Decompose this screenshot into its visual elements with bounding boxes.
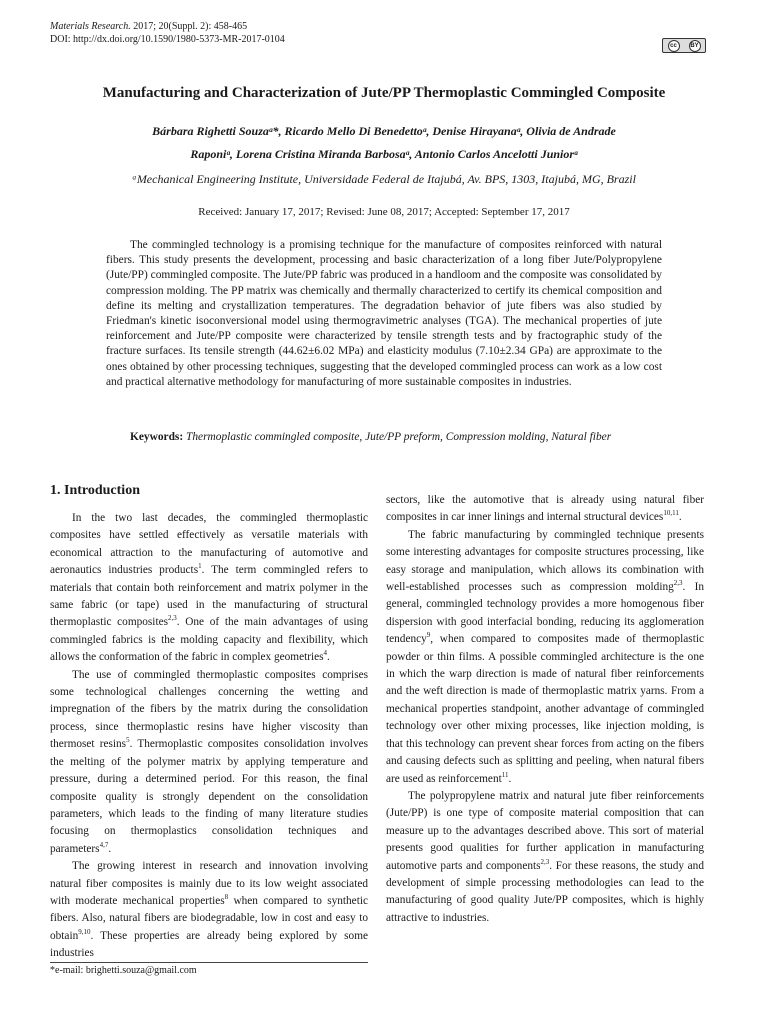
keywords-list: Thermoplastic commingled composite, Jute/PP preform, Compression molding, Natural fiber [186,431,612,443]
citation-ref: 1 [198,562,202,571]
paragraph [50,858,368,962]
paragraph-text: . For these reasons, the study and development of simple processing methodologies can lead to the manufacturing of good quality Jute/PP composites, which is highly attractive to industries. [386,859,704,924]
paragraph [50,667,368,858]
paragraph-text: . [508,772,512,785]
keywords [106,430,662,445]
paragraph-text: . In general, commingled technology provides a more homogenous fiber dispersion with good interfacial bonding, reducing its agglomeration tendency [386,581,705,646]
citation-ref: 2,3 [673,579,683,588]
affiliation: ᵃMechanical Engineering Institute, Universidade Federal de Itajubá, Av. BPS, 1303, Itajubá, MG, Brazil [132,172,636,186]
paragraph-text: , when compared to composites made of thermoplastic powder or thin films. A possible commingled architecture is the one in which the warp direction is made of natural fiber reinforcements and the weft direction is made of thermoplastic matrix yarns. From a mechanical properties standpoint, another advantage of commingled technology over other mixing processes, like injection molding, is that this technology can prevent shear forces from acting on the fibers and causing defects such as splitting and peeling, when natural fibers are used as reinforcement [386,633,704,785]
paragraph-text: The growing interest in research and innovation involving natural fiber composites is mainly due to its low weight associated with moderate mechanical properties [50,860,368,907]
paragraph-text: The polypropylene matrix and natural jute fiber reinforcements (Jute/PP) is one type of composite material composition that can measure up to the advantages described above. This sort of material presents good qualities for further application in manufacturing automotive parts and components [386,789,704,872]
paragraph [386,527,704,788]
citation-ref: 9,10 [78,927,91,936]
creative-commons-badge[interactable] [662,38,706,53]
citation-ref: 4,7 [99,840,109,849]
paragraph-text: The fabric manufacturing by commingled technique presents some interesting advantages for composite structures processing, like easy storage and manipulation, which allows its combination with well-established processes such as compression molding [386,528,704,594]
citation-ref: 2,3 [540,857,550,866]
citation-ref: 2,3 [168,614,177,623]
paragraph-text: In the two last decades, the commingled thermoplastic composites have settled effectively as versatile materials with economical attraction to the manufacturing of automotive and aeronautics industries products [50,512,368,577]
paragraph-text: . The term commingled refers to materials that contain both reinforcement and matrix polymer in the same fabric (or tape) used in the manufacturing of structural thermoplastic composites [50,564,368,629]
citation-ref: 9 [426,631,431,640]
abstract: The commingled technology is a promising technique for the manufacture of composites reinforced with natural fibers. This study presents the development, processing and basic characterization of a long fiber Jute/Polypropylene (Jute/PP) commingled composite. The Jute/PP fabric was produced in a handloom and the composite was consolidated by compression molding. The PP matrix was chemically and thermally characterized to certify its chemical composition and define its melting and crystallization temperatures. The degradation behavior of jute fibers was also studied by Friedman's kinetic isoconversional model using thermogravimetric analyses (TGA). The mechanical properties of jute reinforcement and Jute/PP composite were characterized by tensile strength tests and by fractographic study of the fracture surfaces. Its tensile strength (44.62±6.02 MPa) and elasticity modulus (7.10±2.34 GPa) are approximate to the ones obtained by other processing techniques, suggesting that the developed commingled process can work as a low cost and practical alternative methodology for manufacturing of more sustainable composites in industries. [106,239,662,388]
authors [60,120,708,166]
paragraph-text: . One of the main advantages of using commingled fabrics is the molding capacity and flexibility, which allows the conformation of the fabric in complex geometries [50,616,368,664]
citation: 2017; 20(Suppl. 2): 458-465 [130,21,248,32]
section-heading: 1. Introduction [50,483,140,498]
left-column [50,510,368,963]
keywords-label: Keywords: [130,431,184,443]
paragraph [386,788,704,927]
citation-ref: 5 [126,736,130,745]
article-dates: Received: January 17, 2017; Revised: June 08, 2017; Accepted: September 17, 2017 [198,206,570,218]
paragraph-text: . These properties are already being explored by some industries [50,929,368,960]
by-icon: BY [689,40,701,52]
paragraph [386,492,704,527]
cc-icon: cc [668,40,680,52]
authors-line: Bárbara Righetti Souzaᵃ*, Ricardo Mello Di Benedettoᵃ, Denise Hirayanaᵃ, Olivia de Andrade [152,124,616,138]
citation-ref: 10,11 [663,509,679,518]
right-column [386,492,704,927]
paragraph-text: sectors, like the automotive that is already using natural fiber composites in car inner linings and internal structural devices [386,494,704,524]
footnote-divider [50,962,368,963]
paragraph-text: . Thermoplastic composites consolidation involves the melting of the polymer matrix by applying temperature and pressure, during a determined period. For this reason, the final composite quality is strongly dependent on the consolidation parameters, which leads to the finding of many literature studies focusing on thermoplastics consolidation techniques and parameters [50,738,368,855]
paragraph-text: . [108,842,112,855]
citation-ref: 4 [323,649,328,658]
citation-ref: 8 [224,893,229,902]
journal-name: Materials Research. [50,21,131,32]
paragraph-text: . [327,651,330,664]
paragraph-text: when compared to synthetic fibers. Also, natural fibers are biodegradable, low in cost and easy to obtain [50,894,368,942]
footnote: *e-mail: brighetti.souza@gmail.com [50,965,197,976]
paragraph-text: The use of commingled thermoplastic composites comprises some technological challenges concerning the wetting and impregnation of the fibers by the matrix during the consolidation process, since thermoplastic resins have higher viscosity than thermoset resins [50,668,368,751]
paragraph [50,510,368,667]
doi-link[interactable]: DOI: http://dx.doi.org/10.1590/1980-5373-MR-2017-0104 [50,34,285,45]
article-title: Manufacturing and Characterization of Jute/PP Thermoplastic Commingled Composite [102,85,666,101]
authors-line: Raponiᵃ, Lorena Cristina Miranda Barbosaᵃ, Antonio Carlos Ancelotti Juniorᵃ [190,147,578,161]
paragraph-text: . [678,511,682,524]
running-header [50,20,285,46]
citation-ref: 11 [501,770,509,779]
